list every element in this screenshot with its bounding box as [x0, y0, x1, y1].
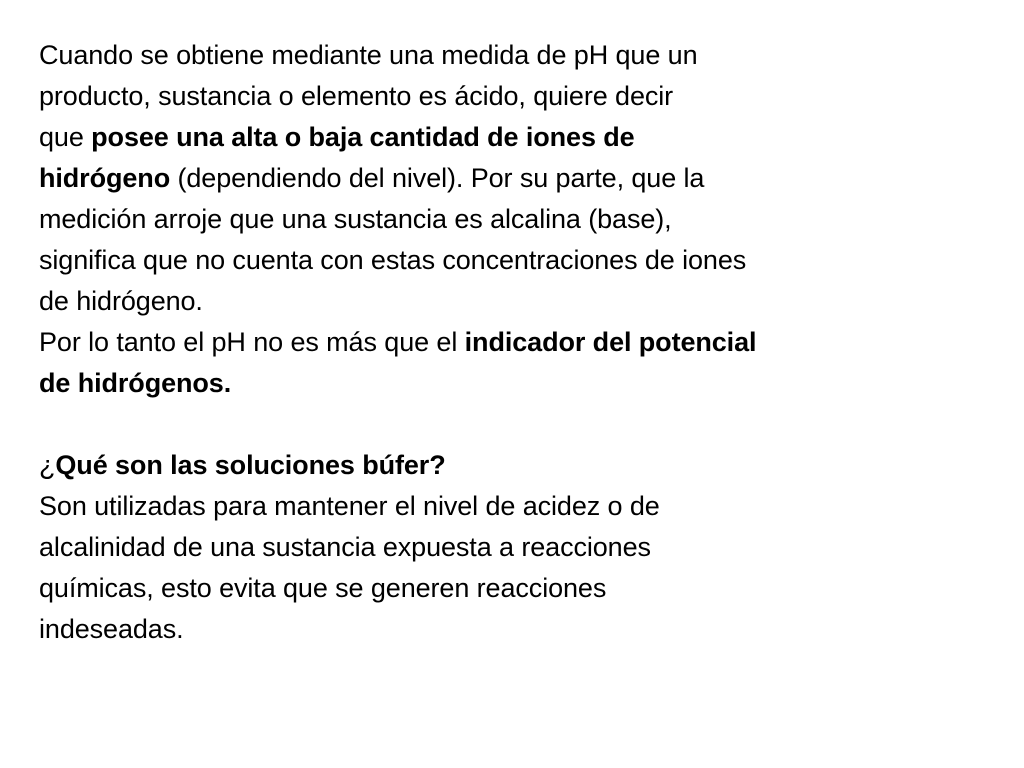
question-text: Qué son las soluciones búfer?: [55, 450, 446, 480]
slide-body-text: [39, 35, 869, 650]
p1-line-5: medición arroje que una sustancia es alcalina (base),: [39, 204, 672, 234]
answer-line-1: Son utilizadas para mantener el nivel de acidez o de: [39, 491, 660, 521]
p2-line-1-plain: Por lo tanto el pH no es más que el: [39, 327, 465, 357]
p1-line-7: de hidrógeno.: [39, 286, 203, 316]
answer-line-4: indeseadas.: [39, 614, 184, 644]
p1-line-3-plain: que: [39, 122, 92, 152]
question-heading: [39, 445, 869, 486]
p1-line-2: producto, sustancia o elemento es ácido, quiere decir: [39, 81, 674, 111]
p1-line-4: [39, 158, 869, 199]
p2-line-1: [39, 322, 869, 363]
answer-line-3: químicas, esto evita que se generen reacciones: [39, 573, 607, 603]
p1-line-3: [39, 117, 869, 158]
p1-line-1: Cuando se obtiene mediante una medida de pH que un: [39, 40, 698, 70]
p2-line-1-bold: indicador del potencial: [464, 327, 757, 357]
p1-line-3-bold: posee una alta o baja cantidad de iones de: [91, 122, 635, 152]
p1-line-4-bold: hidrógeno: [39, 163, 171, 193]
answer-line-2: alcalinidad de una sustancia expuesta a reacciones: [39, 532, 651, 562]
question-prefix: ¿: [39, 450, 56, 480]
p2-line-2-bold: de hidrógenos.: [39, 368, 232, 398]
p1-line-4-plain: (dependiendo del nivel). Por su parte, que la: [170, 163, 705, 193]
p1-line-6: significa que no cuenta con estas concentraciones de iones: [39, 245, 747, 275]
blank-line: [39, 404, 869, 445]
p2-line-2: [39, 363, 869, 404]
